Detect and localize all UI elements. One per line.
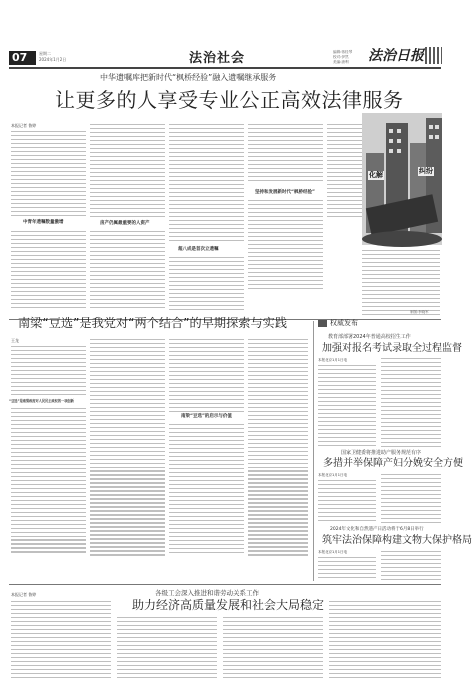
bottom-story-headline: 助力经济高质量发展和社会大局稳定	[132, 598, 325, 612]
top-story-col-5	[327, 124, 362, 220]
page-number: 07	[12, 51, 28, 64]
paper-name-logo: 法治日报	[368, 48, 424, 64]
middle-left-col-2	[90, 339, 165, 558]
story1-col-1	[318, 365, 376, 449]
story3-byline: 本报北京1月1日电	[318, 550, 347, 554]
channel-label: 权威发布	[330, 319, 358, 327]
editor-line-3: 美编:唐利	[333, 60, 349, 64]
story1-byline: 本报北京1月1日电	[318, 358, 347, 362]
middle-left-byline: 王龙	[11, 338, 19, 343]
channel-icon	[318, 320, 327, 327]
story2-col-1	[318, 480, 376, 524]
masthead-rule	[9, 67, 441, 69]
top-story-col-4	[248, 124, 323, 184]
illustration-label-2: 纠纷	[419, 167, 433, 175]
subhead-douxuan-innovation: “豆选”是南梁政府对人民民主政权的一项创新	[9, 399, 74, 403]
subhead-first-time: 超八成是首次立遗嘱	[178, 247, 219, 252]
date-line-1: 星期二	[39, 51, 51, 56]
top-story-col-1	[11, 131, 86, 219]
bottom-story-kicker: 各级工会深入推进和谐劳动关系工作	[155, 589, 259, 597]
top-story-col-2b	[90, 231, 165, 311]
story2-kicker: 国家卫健委将推进助产服务规范有序	[341, 450, 422, 456]
story1-kicker: 教育部部署2024年普通高校招生工作	[328, 334, 411, 340]
top-story-col-1b	[11, 231, 86, 311]
middle-left-col-1b	[11, 408, 86, 555]
bottom-col-4	[329, 601, 441, 681]
middle-left-headline: 南梁“豆选”是我党对“两个结合”的早期探索与实践	[18, 316, 288, 330]
story2-col-2	[381, 474, 441, 526]
middle-left-col-3b	[169, 424, 244, 555]
story1-headline: 加强对报名考试录取全过程监督	[322, 343, 462, 354]
middle-left-col-1	[11, 346, 86, 398]
bottom-col-2	[117, 617, 217, 681]
top-story-col-5b	[362, 250, 440, 318]
top-story-col-3	[169, 124, 244, 244]
qr-code-icon	[425, 47, 442, 64]
section-title: 法治社会	[189, 51, 246, 66]
story3-headline: 筑牢法治保障构建文物大保护格局	[322, 535, 472, 546]
editor-line-2: 校对:伊然	[333, 55, 349, 59]
top-story-col-4b	[248, 200, 323, 292]
top-story-kicker: 中华遗嘱库把新时代“枫桥经验”融入遗嘱继承服务	[100, 73, 277, 82]
illustration-credit: 制图:李晓军	[410, 310, 429, 314]
column-divider-vertical	[313, 321, 314, 581]
story3-col-2	[381, 551, 441, 583]
story1-col-2	[381, 358, 441, 450]
masthead	[0, 0, 450, 66]
top-story-headline: 让更多的人享受专业公正高效法律服务	[55, 88, 404, 112]
subhead-fengqiao: 坚持和发展新时代“枫桥经验”	[255, 190, 315, 195]
section-rule-2	[9, 584, 441, 585]
top-story-byline: 本报记者 鲁婷	[11, 123, 37, 128]
top-story-col-2	[90, 124, 165, 220]
subhead-douxuan-value: 南梁“豆选”的启示与价值	[181, 414, 232, 419]
illustration-label-1: 化解	[369, 171, 383, 179]
story2-byline: 本报北京1月1日电	[318, 473, 347, 477]
illustration-buildings	[362, 113, 442, 245]
story3-kicker: 2024年文化和自然遗产日活动将于6月8日举行	[330, 527, 424, 532]
bottom-story-byline: 本报记者 鲁婷	[11, 592, 37, 597]
bottom-col-3	[223, 617, 323, 681]
subhead-property: 房产仍属最重要的人资产	[100, 221, 150, 226]
bottom-col-1	[11, 601, 111, 681]
middle-left-col-4	[248, 339, 308, 558]
top-story-col-3b	[169, 257, 244, 313]
middle-left-col-3	[169, 339, 244, 415]
editor-line-1: 编辑:蒋桂琴	[333, 50, 353, 54]
story2-headline: 多措并举保障产妇分娩安全方便	[323, 458, 463, 469]
subhead-young-wills: 中青年遗嘱数量激增	[23, 220, 64, 225]
story3-col-1	[318, 557, 376, 581]
date-line-2: 2024年1月2日	[39, 57, 67, 62]
